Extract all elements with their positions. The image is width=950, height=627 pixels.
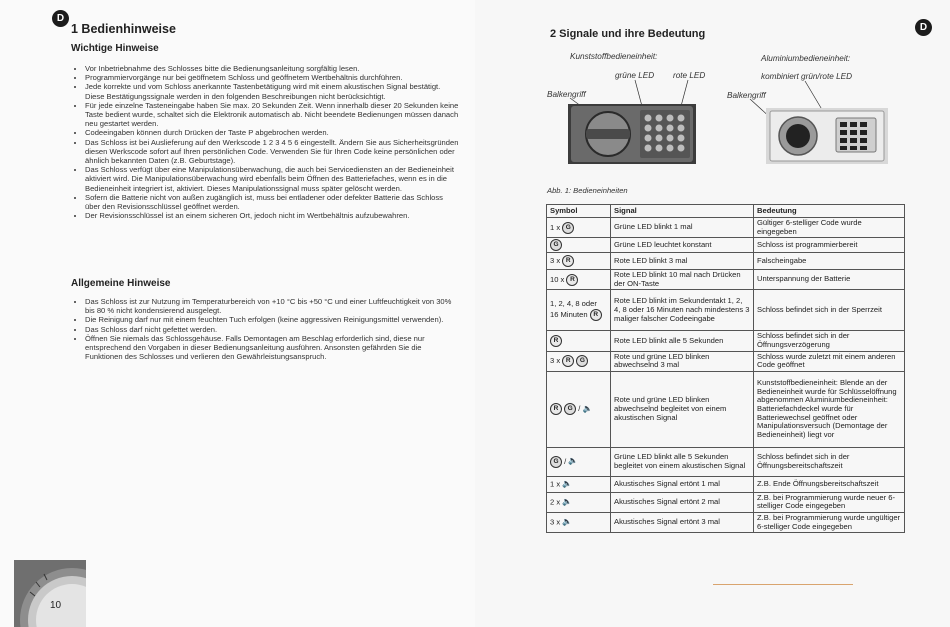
table-row: 3 x R Rote LED blinkt 3 mal Falscheingabe — [547, 253, 905, 270]
list-item: • Sofern die Batterie nicht von außen zugänglich ist, muss bei entladener oder defekter Batterie das Schloss über den Revisionsschlüssel geöffnet werden. — [85, 193, 460, 211]
important-notes-list — [71, 64, 460, 220]
label-aluminium-unit: Aluminiumbedieneinheit: — [761, 54, 851, 63]
callout-lines — [475, 0, 950, 200]
label-handle: Balkengriff — [547, 90, 586, 99]
speaker-icon: 🔈 — [562, 517, 573, 527]
red-led-icon: R — [562, 255, 574, 267]
header-symbol: Symbol — [547, 205, 611, 218]
label-handle: Balkengriff — [727, 91, 766, 100]
green-led-icon: G — [576, 355, 588, 367]
green-led-steady-icon: G — [550, 239, 562, 251]
right-page — [475, 0, 950, 627]
section-title-general: Allgemeine Hinweise — [71, 278, 171, 289]
speaker-icon: 🔈 — [582, 403, 593, 413]
header-meaning: Bedeutung — [754, 205, 905, 218]
table-header-row — [547, 205, 905, 218]
table-row: 2 x 🔈 Akustisches Signal ertönt 2 mal Z.B. bei Programmierung wurde neuer 6-stelliger Code eingegeben — [547, 492, 905, 512]
decorative-rule — [713, 584, 853, 585]
list-item: • Codeeingaben können durch Drücken der Taste P abgebrochen werden. — [85, 128, 460, 137]
list-item: • Jede korrekte und vom Schloss anerkannte Tastenbetätigung wird mit einem akustischen Signal bestätigt. Diese Bestätigungssignale werden in den folgenden Beschreibungen nicht berücksichtigt. — [85, 82, 460, 100]
table-row: R G / 🔈 Rote und grüne LED blinken abwechselnd begleitet von einem akustischen Signal Kunststoffbedieneinheit: Blende an der Bedieneinheit wurde für Schlüsselöffnung abgenommen Aluminiumbedieneinheit: Batteriefachdeckel wurde für Batteriewechsel geöffnet oder Manipulationsversuch (Demontage der Bedieneinheit) liegt vor — [547, 371, 905, 447]
list-item: • Das Schloss darf nicht gefettet werden. — [85, 325, 460, 334]
list-item: • Das Schloss verfügt über eine Manipulationsüberwachung, die auch bei Servicediensten an der Bedieneinheit aktiviert wird. Die Manipulationsüberwachung wird ebenfalls beim Öffnen des Batteriefaches, wenn es in die Bedieneinheit integriert ist, aktiviert. Dieses Manipulationssignal muss später gelöscht werden. — [85, 165, 460, 193]
table-row: 1 x G Grüne LED blinkt 1 mal Gültiger 6-stelliger Code wurde eingegeben — [547, 218, 905, 238]
table-row: G / 🔈 Grüne LED blinkt alle 5 Sekunden begleitet von einem akustischen Signal Schloss befindet sich in der Öffnungsbereitschaftszeit — [547, 447, 905, 476]
red-led-icon: R — [550, 403, 562, 415]
table-row: G Grüne LED leuchtet konstant Schloss ist programmierbereit — [547, 238, 905, 253]
list-item: • Die Reinigung darf nur mit einem feuchten Tuch erfolgen (keine aggressiven Reinigungsmittel verwenden). — [85, 315, 460, 324]
table-row: 10 x R Rote LED blinkt 10 mal nach Drücken der ON-Taste Unterspannung der Batterie — [547, 270, 905, 290]
label-plastic-unit: Kunststoffbedieneinheit: — [570, 52, 658, 61]
green-led-icon: G — [564, 403, 576, 415]
dial-number: 10 — [50, 600, 62, 611]
label-combined-led: kombiniert grün/rote LED — [761, 72, 853, 81]
label-green-led: grüne LED — [615, 71, 655, 80]
plastic-unit-photo — [568, 104, 696, 169]
language-badge: D — [52, 10, 69, 27]
speaker-icon: 🔈 — [562, 496, 573, 506]
table-row: 3 x 🔈 Akustisches Signal ertönt 3 mal Z.B. bei Programmierung wurde ungültiger 6-stelliger Code eingegeben — [547, 512, 905, 532]
speaker-icon: 🔈 — [568, 456, 579, 466]
red-led-icon: R — [566, 274, 578, 286]
green-led-icon: G — [562, 222, 574, 234]
red-led-icon: R — [550, 335, 562, 347]
section-title-important: Wichtige Hinweise — [71, 43, 159, 54]
speaker-icon: 🔈 — [562, 478, 573, 488]
list-item: • Das Schloss ist bei Auslieferung auf den Werkscode 1 2 3 4 5 6 eingestellt. Ändern Sie aus Sicherheitsgründen diesen Werkscode sofort auf Ihren persönlichen Code. Verwenden Sie für Ihren Code keine persönlichen oder ähnlich bekannten Daten (z.B. Geburtstage). — [85, 138, 460, 166]
page-title: 2 Signale und ihre Bedeutung — [550, 28, 706, 40]
general-notes-list — [71, 297, 460, 361]
list-item: • Das Schloss ist zur Nutzung im Temperaturbereich von +10 °C bis +50 °C und einer Luftfeuchtigkeit von 30% bis 80 % nicht kondensierend ausgelegt. — [85, 297, 460, 315]
table-row: 1 x 🔈 Akustisches Signal ertönt 1 mal Z.B. Ende Öffnungsbereitschaftszeit — [547, 476, 905, 492]
table-row: 1, 2, 4, 8 oder 16 Minuten R Rote LED blinkt im Sekundentakt 1, 2, 4, 8 oder 16 Minuten nach mindestens 3 maliger falscher Codeeingabe Schloss befindet sich in der Sperrzeit — [547, 290, 905, 331]
aluminium-unit-photo — [766, 108, 888, 169]
green-led-icon: G — [550, 456, 562, 468]
language-badge: D — [915, 19, 932, 36]
list-item: • Für jede einzelne Tasteneingabe haben Sie max. 20 Sekunden Zeit. Wenn innerhalb dieser 20 Sekunden keine Taste bedient wurde, schaltet sich die Elektronik automatisch ab. Nicht beendete Bedienungen müssen danach neu gestartet werden. — [85, 101, 460, 129]
list-item: • Der Revisionsschlüssel ist an einem sicheren Ort, jedoch nicht im Wertbehältnis aufzubewahren. — [85, 211, 460, 220]
signals-table — [546, 204, 905, 533]
dial-lock-photo — [14, 560, 86, 627]
red-led-icon: R — [590, 309, 602, 321]
page-title: 1 Bedienhinweise — [71, 22, 176, 36]
red-led-icon: R — [562, 355, 574, 367]
figure-caption: Abb. 1: Bedieneinheiten — [547, 186, 628, 195]
header-signal: Signal — [611, 205, 754, 218]
list-item: • Öffnen Sie niemals das Schlossgehäuse. Falls Demontagen am Beschlag erforderlich sind, diese nur entsprechend den Vorgaben in dieser Bedienungsanleitung ausführen. Ansonsten gefährden Sie die Funktionen des Schlosses und verlieren den Gewährleistungsanspruch. — [85, 334, 460, 362]
list-item: • Vor Inbetriebnahme des Schlosses bitte die Bedienungsanleitung sorgfältig lesen. — [85, 64, 460, 73]
table-row: 3 x R G Rote und grüne LED blinken abwechselnd 3 mal Schloss wurde zuletzt mit einem anderen Code geöffnet — [547, 351, 905, 371]
table-row: R Rote LED blinkt alle 5 Sekunden Schloss befindet sich in der Öffnungsverzögerung — [547, 331, 905, 351]
label-red-led: rote LED — [673, 71, 706, 80]
list-item: • Programmiervorgänge nur bei geöffnetem Schloss und geöffnetem Wertbehältnis durchführen. — [85, 73, 460, 82]
